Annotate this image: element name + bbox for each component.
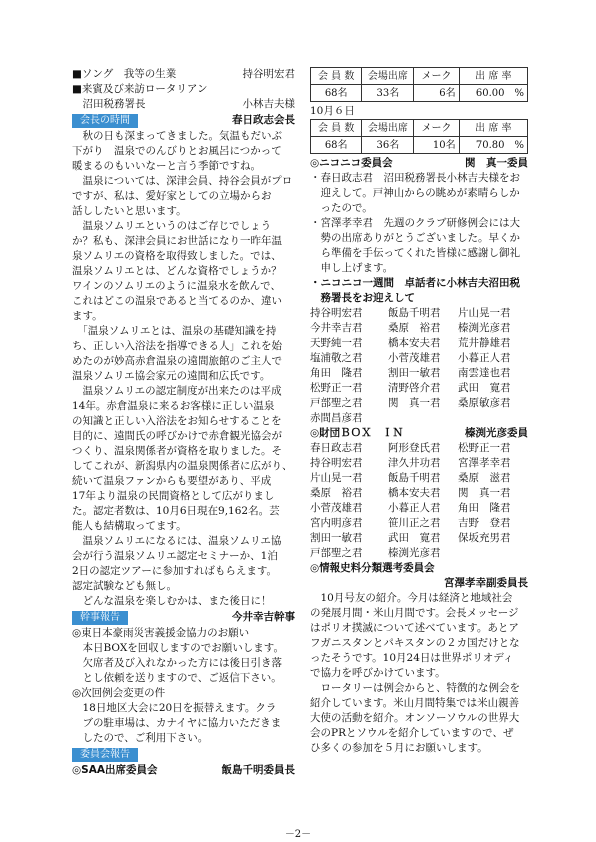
member-name: 角田 隆君 [458, 502, 511, 514]
president-line: 温泉ソムリエとは、どんな資格でしょうか？ [72, 265, 282, 277]
info-line: 10月号友の紹介。今月は経済と地域社会 [310, 592, 513, 604]
info-line: ひ多くの参加を５月にお願いします。 [310, 742, 488, 754]
president-line: つくり、温泉関係者が資格を取りました。そ [72, 445, 282, 457]
attendance-table-2 [310, 119, 528, 154]
president-line: 会が行う温泉ソムリエ認定セミナーか、1泊 [72, 550, 278, 562]
president-line: 温泉ソムリエになるには、温泉ソムリエ協 [72, 535, 282, 547]
secretary-line: ◎東日本豪雨災害義援金協力のお願い [72, 627, 250, 639]
member-name: 塩浦敬之君 [310, 352, 363, 364]
member-name: 飯島千明君 [388, 472, 441, 484]
president-badge: 会長の時間 [72, 114, 138, 128]
secretary-line: とし依頼を送りますので、ご返信下さい。 [82, 672, 282, 684]
member-name: 持谷明宏君 [310, 457, 363, 469]
president-line: 2日の認定ツアーに参加すればもらえます。 [72, 565, 278, 577]
member-name: 橋本安夫君 [388, 487, 441, 499]
member-name: 割田一敏君 [388, 367, 441, 379]
member-name: 小菅茂雄君 [388, 352, 441, 364]
secretary-line: したので、ご利用下さい。 [82, 732, 209, 744]
secretary-badge: 幹事報告 [72, 611, 128, 625]
member-name: 小暮正人君 [388, 502, 441, 514]
header-members: 会 員 数 [311, 120, 362, 137]
info-line: ったそうです。10月24日は世界ポリオディ [310, 652, 514, 664]
saa-line [72, 763, 295, 778]
president-line: めたのが妙高赤倉温泉の遠間旅館のご主人で [72, 355, 282, 367]
president-line: た。認定者数は、10月6日現在9,162名。芸 [72, 505, 280, 517]
member-name: 割田一敏君 [310, 532, 363, 544]
secretary-line: 本日BOXを回収しますのでお願いします。 [82, 642, 284, 654]
niko-names-list [310, 306, 528, 426]
member-name: 飯島千明君 [388, 307, 441, 319]
member-name: 武田 寛君 [388, 532, 441, 544]
member-name: 角田 隆君 [310, 367, 363, 379]
box-name: 榛渕光彦委員 [465, 427, 528, 439]
niko-label: ◎ニコニコ委員会 [310, 157, 393, 169]
secretary-line: ブの駐車場は、カナイヤに協力いただきま [82, 717, 282, 729]
president-line: 能人も結構取ってます。 [72, 520, 187, 532]
song-name: 持谷明宏君 [242, 68, 295, 80]
member-name: 桑原 滋君 [458, 472, 511, 484]
guest-line [72, 97, 295, 112]
member-name: 春日政志君 [310, 442, 363, 454]
member-name: 片山晃一君 [458, 307, 511, 319]
president-name: 春日政志会長 [232, 114, 295, 126]
box-header [310, 426, 528, 441]
secretary-report [72, 626, 295, 746]
member-name: 吉野 登君 [458, 517, 511, 529]
member-name: 松野正一君 [458, 442, 511, 454]
right-column [310, 67, 528, 756]
attendance-header-row [311, 120, 528, 137]
member-name: 桑原 裕君 [388, 322, 441, 334]
guests-heading: ■来賓及び来訪ロータリアン [72, 83, 208, 95]
president-line: 温泉については、深津会員、持谷会員がプロ [72, 175, 293, 187]
president-line: これはどこの温泉であると当てるのか、違い [72, 295, 282, 307]
date-label: 10月６日 [310, 105, 355, 117]
saa-label: ◎SAA出席委員会 [72, 764, 158, 776]
page-number: －2－ [284, 829, 312, 840]
info-line: フガニスタンとパキスタンの２カ国だけとな [310, 637, 520, 649]
committee-header [72, 747, 295, 762]
member-name: 天野純一君 [310, 337, 363, 349]
header-attended: 会場出席 [362, 120, 414, 137]
cell-attended: 36名 [362, 137, 414, 154]
secretary-line: 18日地区大会に20日を振替えます。クラ [82, 702, 277, 714]
president-line: ち、正しい入浴法を指導できる人」これを始 [72, 340, 282, 352]
cell-rate: 60.00 % [459, 85, 527, 102]
song-label: ■ソング 我等の生業 [72, 68, 177, 80]
member-name: 小暮正人君 [458, 352, 511, 364]
member-name: 桑原敏彦君 [458, 397, 511, 409]
president-line: ます。 [72, 310, 103, 322]
info-name: 宮澤孝幸副委員長 [444, 577, 528, 589]
member-name: 関 真一君 [458, 487, 511, 499]
president-line: ワインのソムリエのように温泉水を飲んで、 [72, 280, 281, 292]
box-names-list [310, 441, 528, 561]
president-line: 秋の日も深まってきました。気温もだいぶ [72, 130, 282, 142]
member-name: 関 真一君 [388, 397, 441, 409]
info-line: 会のPRとソウルを紹介していますので、ぜ [310, 727, 514, 739]
member-name: 津久井功君 [388, 457, 441, 469]
cell-members: 68名 [311, 85, 362, 102]
president-line: 暖まるのもいいなーと言う季節ですね。 [72, 160, 261, 172]
president-line: の知識と正しい入浴法をお知らせすることを [72, 415, 282, 427]
guest-name: 小林吉夫様 [242, 98, 295, 110]
niko-name: 関 真一委員 [465, 157, 528, 169]
header-makeup: メーク [414, 120, 459, 137]
cell-makeup: 10名 [414, 137, 459, 154]
guest-title: 沼田税務署長 [82, 98, 146, 110]
niko-item: ・宮澤孝幸君 先週のクラブ研修例会には大勢の出席ありがとうございました。早くから準備を手伝ってくれた皆様に感謝し御礼申し上げます。 [310, 217, 520, 274]
member-name: 阿形登氏君 [388, 442, 441, 454]
president-line: 温泉ソムリエ協会家元の遠間和広氏です。 [72, 370, 271, 382]
member-name: 持谷明宏君 [310, 307, 363, 319]
song-line [72, 67, 295, 82]
president-line: 泉ソムリエの資格を取得致しました。では、 [72, 250, 282, 262]
cell-attended: 33名 [362, 85, 414, 102]
member-name: 榛渕光彦君 [388, 547, 441, 559]
president-line: 「温泉ソムリエとは、温泉の基礎知識を持 [72, 325, 277, 337]
president-line: ですが、私は、愛好家としての立場からお [72, 190, 272, 202]
member-name: 清野啓介君 [388, 382, 441, 394]
info-line: 紹介しています。米山月間特集では米山親善 [310, 697, 520, 709]
header-makeup: メーク [414, 68, 459, 85]
member-name: 宮澤孝幸君 [458, 457, 511, 469]
member-name: 荒井静雄君 [458, 337, 511, 349]
president-line: 温泉ソムリエの認定制度が出来たのは平成 [72, 385, 282, 397]
member-name: 榛渕光彦君 [458, 322, 511, 334]
attendance-row [311, 137, 528, 154]
attendance-header-row [311, 68, 528, 85]
niko-header [310, 156, 528, 171]
secretary-line: ◎次回例会変更の件 [72, 687, 166, 699]
saa-name: 飯島千明委員長 [221, 764, 295, 776]
president-line: 14年。赤倉温泉に来るお客様に正しい温泉 [72, 400, 275, 412]
member-name: 戸部聖之君 [310, 547, 363, 559]
header-members: 会 員 数 [311, 68, 362, 85]
niko-week: ・ニコニコ一週間 卓話者に小林吉夫沼田税務署長をお迎えして [310, 277, 520, 304]
member-name: 戸部聖之君 [310, 397, 363, 409]
president-line: どんな温泉を楽しむかは、また後日に！ [72, 595, 272, 607]
president-line: してこれが、新潟県内の温泉関係者に広がり、 [72, 460, 293, 472]
left-column [72, 67, 295, 778]
president-line: 温泉ソムリエというのはご存じでしょう [72, 220, 272, 232]
secretary-name: 今井幸吉幹事 [232, 611, 295, 623]
box-label: ◎財団ＢＯＸ ＩＮ [310, 427, 404, 439]
member-name: 武田 寛君 [458, 382, 511, 394]
info-report [310, 591, 528, 756]
president-line: 話ししたいと思います。 [72, 205, 187, 217]
member-name: 宮内明彦君 [310, 517, 363, 529]
info-header: ◎情報史料分類選考委員会 [310, 562, 435, 574]
president-line: 続いて温泉ファンからも要望があり、平成 [72, 475, 272, 487]
member-name: 片山晃一君 [310, 472, 363, 484]
president-header [72, 113, 295, 128]
cell-members: 68名 [311, 137, 362, 154]
niko-item: ・春日政志君 沼田税務署長小林吉夫様をお迎えして。戸神山からの眺めが素晴らしかったので。 [310, 172, 520, 214]
president-line: か？私も、深津会員にお世話になり一昨年温 [72, 235, 282, 247]
member-name: 橋本安夫君 [388, 337, 441, 349]
header-attended: 会場出席 [362, 68, 414, 85]
president-line: 17年より温泉の民間資格として広がりまし [72, 490, 275, 502]
member-name: 小菅茂雄君 [310, 502, 363, 514]
president-line: 下がり 温泉でのんびりとお風呂につかって [72, 145, 282, 157]
president-message [72, 129, 295, 609]
info-line: はポリオ撲滅について述べています。あとア [310, 622, 519, 634]
cell-rate: 70.80 % [459, 137, 527, 154]
secretary-line: 欠席者及び入れなかった方には後日引き落 [82, 657, 282, 669]
member-name: 今井幸吉君 [310, 322, 363, 334]
info-line: 大使の活動を紹介。オンソーソウルの世界大 [310, 712, 520, 724]
info-line: で協力を呼びかけています。 [310, 667, 446, 679]
committee-badge: 委員会報告 [72, 748, 138, 762]
president-line: 認定試験なども無し。 [72, 580, 177, 592]
member-name: 笹川正之君 [388, 517, 441, 529]
attendance-row [311, 85, 528, 102]
attendance-table-1 [310, 67, 528, 102]
member-name: 桑原 裕君 [310, 487, 363, 499]
secretary-header [72, 610, 295, 625]
president-line: 目的に、遠間氏の呼びかけで赤倉観光協会が [72, 430, 282, 442]
member-name: 赤間昌彦君 [310, 412, 363, 424]
member-name: 保坂充男君 [458, 532, 511, 544]
info-line: ロータリーは例会からと、特徴的な例会を [310, 682, 520, 694]
member-name: 南雲達也君 [458, 367, 511, 379]
cell-makeup: 6名 [414, 85, 459, 102]
info-line: の発展月間・米山月間です。会長メッセージ [310, 607, 519, 619]
header-rate: 出 席 率 [459, 68, 527, 85]
member-name: 松野正一君 [310, 382, 363, 394]
header-rate: 出 席 率 [459, 120, 527, 137]
